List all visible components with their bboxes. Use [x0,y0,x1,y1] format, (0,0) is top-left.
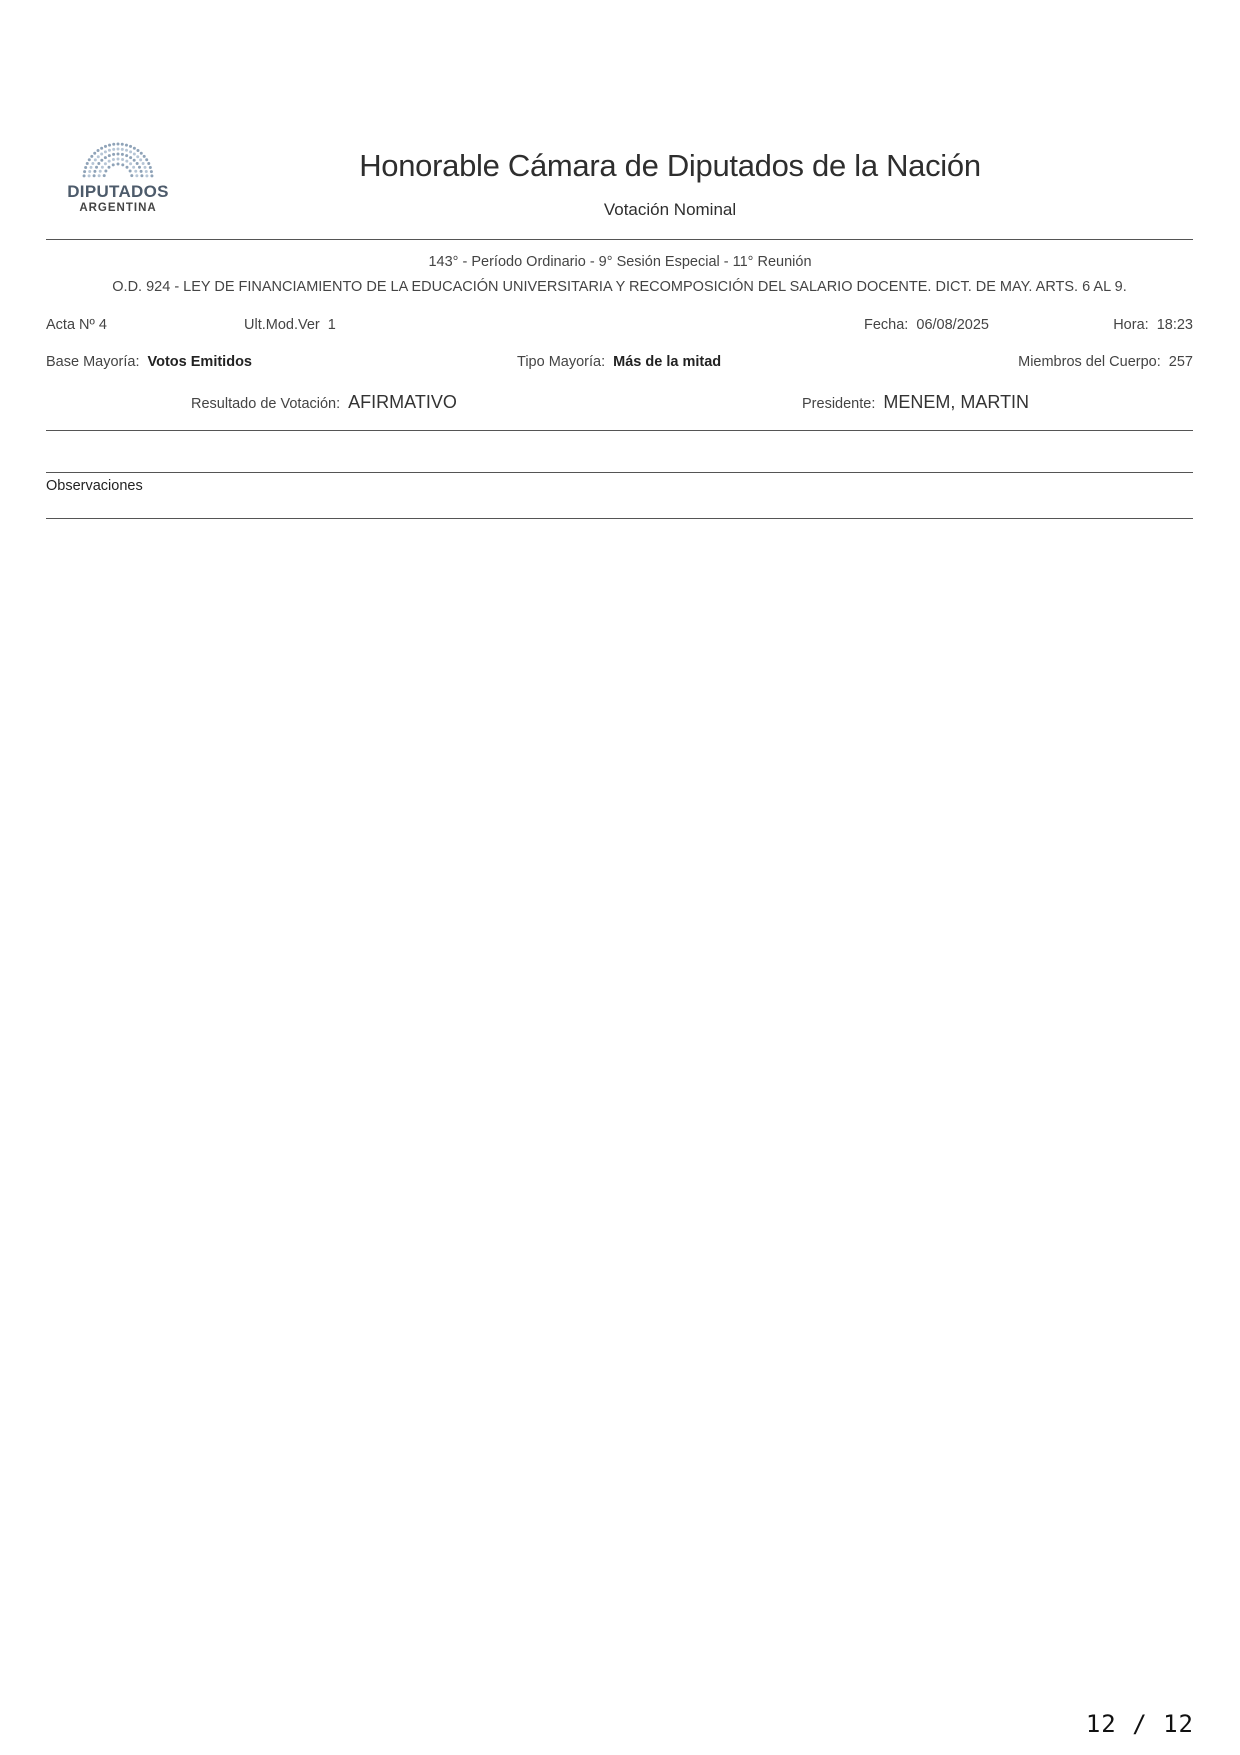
observaciones-bottom-divider [46,518,1193,519]
header-divider [46,239,1193,240]
observaciones-label: Observaciones [46,478,143,494]
page-title: Honorable Cámara de Diputados de la Nación [359,148,981,183]
seat-dot [117,143,120,146]
hora-label: Hora: [1113,317,1149,333]
seat-dot [112,143,115,146]
seat-dot [108,144,111,147]
base-mayoria [46,354,252,370]
fecha-label: Fecha: [864,317,909,333]
order-of-day: O.D. 924 - LEY DE FINANCIAMIENTO DE LA EDUCACIÓN UNIVERSITARIA Y RECOMPOSICIÓN DEL SALARIO DOCENTE. DICT. DE MAY. ARTS. 6 AL 9. [112,279,1127,295]
miembros-del-cuerpo [1018,354,1193,370]
acta-number: Acta Nº 4 [46,317,107,333]
fecha-value: 06/08/2025 [916,317,989,333]
seat-dot [121,143,124,146]
miembros-value: 257 [1168,354,1193,370]
base-mayoria-label: Base Mayoría: [46,354,140,370]
session-line: 143° - Período Ordinario - 9° Sesión Especial - 11° Reunión [428,254,812,270]
ult-mod-label: Ult.Mod.Ver [244,317,320,333]
seat-dot [125,144,128,147]
logo-word-sub: ARGENTINA [79,202,157,214]
details-divider [46,430,1193,431]
ult-mod-version [244,317,336,333]
miembros-label: Miembros del Cuerpo: [1018,354,1161,370]
resultado-label: Resultado de Votación: [191,396,341,412]
presidente-label: Presidente: [802,396,876,412]
tipo-mayoria-value: Más de la mitad [613,354,722,370]
presidente [802,392,1029,413]
page-indicator: 12 / 12 [1085,1710,1194,1738]
base-mayoria-value: Votos Emitidos [147,354,252,370]
ult-mod-value: 1 [327,317,336,333]
hora [1113,317,1193,333]
fecha [864,317,989,333]
page-subtitle: Votación Nominal [603,200,737,219]
tipo-mayoria-label: Tipo Mayoría: [517,354,606,370]
resultado-value: AFIRMATIVO [348,392,457,412]
tipo-mayoria [517,354,721,370]
observaciones-top-divider [46,472,1193,473]
presidente-value: MENEM, MARTIN [883,392,1030,412]
logo-word-main: DIPUTADOS [67,182,169,201]
resultado-votacion [191,392,457,413]
hora-value: 18:23 [1156,317,1193,333]
